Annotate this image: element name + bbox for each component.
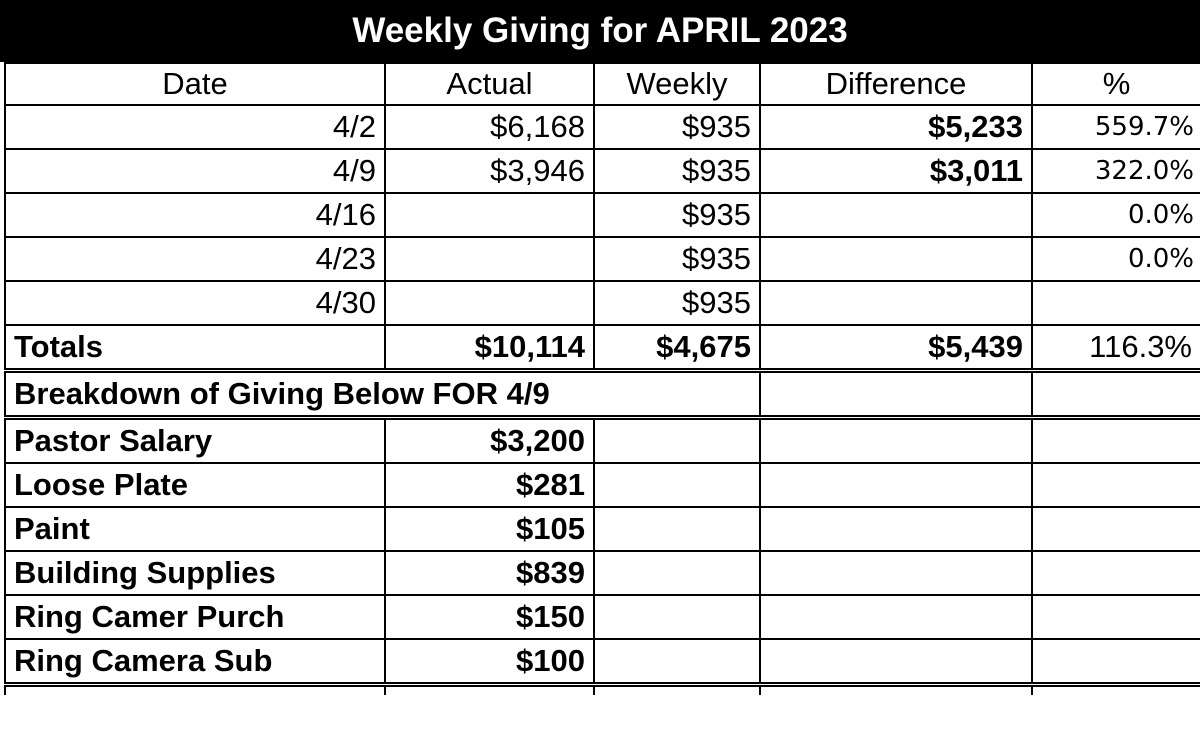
week-difference-cell [760,237,1032,281]
empty-cell [594,507,760,551]
empty-cell [1032,507,1200,551]
column-header-actual: Actual [385,63,594,105]
totals-label: Totals [5,325,385,371]
week-percent-cell: 0.0% [1032,193,1200,237]
week-actual-cell: $3,946 [385,149,594,193]
week-date-cell: 4/9 [5,149,385,193]
breakdown-row [5,463,1200,507]
header-row [5,63,1200,105]
breakdown-label: Loose Plate [5,463,385,507]
breakdown-amount: $105 [385,507,594,551]
totals-row [5,325,1200,371]
sheet-title: Weekly Giving for APRIL 2023 [0,0,1200,62]
breakdown-amount: $281 [385,463,594,507]
week-percent-cell: 559.7% [1032,105,1200,149]
breakdown-amount: $100 [385,639,594,685]
empty-cell [760,507,1032,551]
week-difference-cell: $3,011 [760,149,1032,193]
empty-cell [760,639,1032,685]
breakdown-row [5,418,1200,464]
column-header-weekly: Weekly [594,63,760,105]
week-row [5,281,1200,325]
week-date-cell: 4/2 [5,105,385,149]
week-weekly-cell: $935 [594,237,760,281]
week-weekly-cell: $935 [594,281,760,325]
empty-cell [594,551,760,595]
giving-table [4,62,1200,695]
empty-cell [1032,371,1200,418]
totals-difference: $5,439 [760,325,1032,371]
breakdown-amount: $839 [385,551,594,595]
empty-cell [760,371,1032,418]
breakdown-row [5,595,1200,639]
breakdown-label: Ring Camer Purch [5,595,385,639]
week-actual-cell [385,193,594,237]
breakdown-header-row [5,371,1200,418]
breakdown-label: Ring Camera Sub [5,639,385,685]
week-weekly-cell: $935 [594,149,760,193]
week-difference-cell: $5,233 [760,105,1032,149]
empty-cell [1032,551,1200,595]
empty-cell [594,418,760,464]
empty-cell [760,595,1032,639]
column-header-difference: Difference [760,63,1032,105]
week-row [5,105,1200,149]
breakdown-label: Building Supplies [5,551,385,595]
week-date-cell: 4/23 [5,237,385,281]
week-difference-cell [760,193,1032,237]
breakdown-row [5,507,1200,551]
empty-cell [760,685,1032,696]
week-percent-cell: 322.0% [1032,149,1200,193]
totals-percent: 116.3% [1032,325,1200,371]
totals-weekly: $4,675 [594,325,760,371]
column-header-date: Date [5,63,385,105]
week-date-cell: 4/30 [5,281,385,325]
breakdown-label: Pastor Salary [5,418,385,464]
empty-cell [385,685,594,696]
week-actual-cell: $6,168 [385,105,594,149]
breakdown-row [5,551,1200,595]
totals-actual: $10,114 [385,325,594,371]
empty-cell [594,463,760,507]
column-header-percent: % [1032,63,1200,105]
week-difference-cell [760,281,1032,325]
cut-off-row [5,685,1200,696]
week-weekly-cell: $935 [594,105,760,149]
empty-cell [594,639,760,685]
breakdown-amount: $3,200 [385,418,594,464]
week-actual-cell [385,237,594,281]
week-row [5,237,1200,281]
week-percent-cell: 0.0% [1032,237,1200,281]
empty-cell [594,685,760,696]
empty-cell [1032,639,1200,685]
empty-cell [1032,418,1200,464]
empty-cell [760,551,1032,595]
empty-cell [1032,595,1200,639]
empty-cell [760,418,1032,464]
empty-cell [1032,685,1200,696]
week-actual-cell [385,281,594,325]
week-row [5,193,1200,237]
empty-cell [760,463,1032,507]
empty-cell [1032,463,1200,507]
week-weekly-cell: $935 [594,193,760,237]
breakdown-row [5,639,1200,685]
week-percent-cell [1032,281,1200,325]
breakdown-title: Breakdown of Giving Below FOR 4/9 [5,371,760,418]
empty-cell [5,685,385,696]
empty-cell [594,595,760,639]
breakdown-label: Paint [5,507,385,551]
week-row [5,149,1200,193]
breakdown-amount: $150 [385,595,594,639]
week-date-cell: 4/16 [5,193,385,237]
